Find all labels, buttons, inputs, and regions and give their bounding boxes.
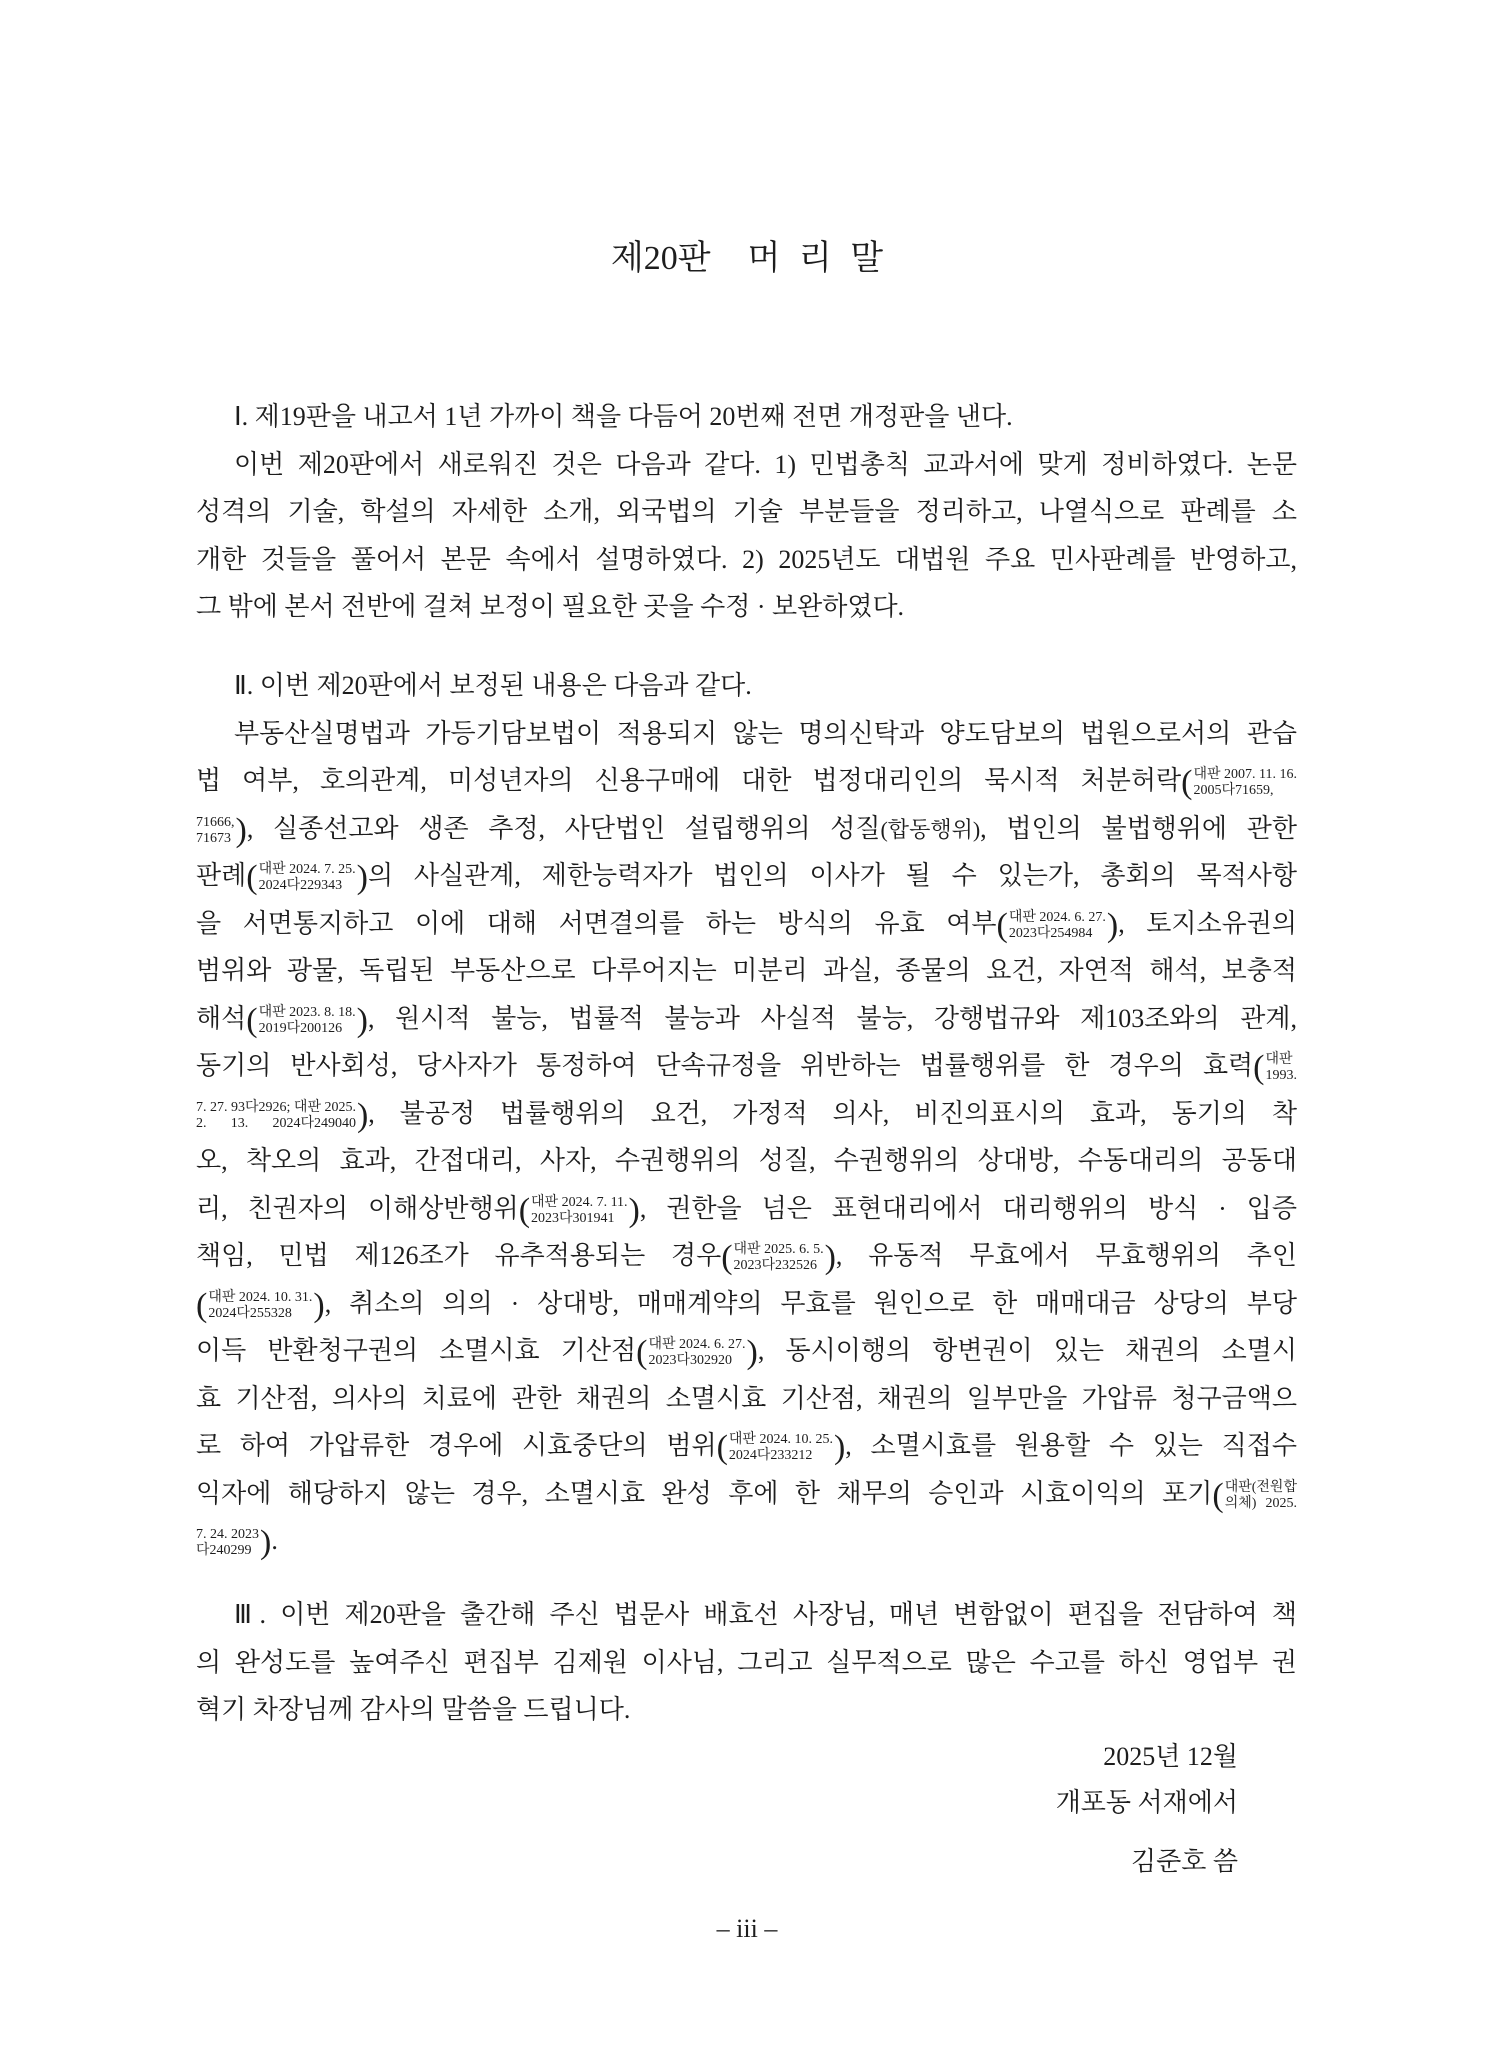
section-2-line (196, 1517, 1297, 1565)
citation-line: ( 대판 2007. 11. 16. (1193, 767, 1297, 783)
citation-line: ( 대판(전원합 (1224, 1479, 1297, 1495)
case-citation (997, 909, 1119, 943)
text-run: , 실종선고와 생존 추정, 사단법인 설립행위의 성질 (246, 813, 881, 843)
citation-line: 2023다302920 (648, 1353, 732, 1369)
text-run: 동기의 반사회성, 당사자가 통정하여 단속규정을 위반하는 법률행위를 한 경우의 효력 (196, 1051, 1254, 1080)
section-1-line: 개한 것들을 풀어서 본문 속에서 설명하였다. 2) 2025년도 대법원 주요 민사판례를 반영하고, (196, 544, 1297, 574)
section-2-line (196, 710, 1297, 758)
citation-line: ( 대판 2023. 8. 18. (258, 1004, 356, 1020)
page-number: – iii – (716, 1914, 778, 1943)
case-citation (519, 1194, 640, 1228)
text-run: 해석 (196, 1003, 247, 1033)
closing-date: 2025년 12월 (1103, 1742, 1238, 1771)
section-2-line (196, 900, 1297, 948)
citation-line: 7. 24. 2023 (196, 1527, 259, 1543)
page-title: 제20판 머 리 말 (610, 240, 884, 277)
text-run: , 동시이행의 항변권이 있는 채권의 소멸시 (757, 1336, 1297, 1365)
text-run: , 토지소유권의 (1118, 908, 1297, 938)
citation-line: 71673 (196, 830, 231, 846)
case-citation (246, 861, 368, 895)
text-run: 을 서면통지하고 이에 대해 서면결의를 하는 방식의 유효 여부 (196, 908, 997, 938)
citation-line: 2024다233212 (728, 1448, 813, 1464)
section-1-line: 이번 제20판에서 새로워진 것은 다음과 같다. 1) 민법총칙 교과서에 맞게 정비하였다. 논문 (234, 449, 1297, 479)
section-1-line: 성격의 기술, 학설의 자세한 소개, 외국법의 기술 부분들을 정리하고, 나열식으로 판례를 소 (196, 497, 1297, 526)
citation-line: 2024다229343 (258, 878, 343, 894)
section-2-line (196, 1185, 1297, 1233)
citation-line: 7. 27. 93다2926; 대판 2025. (196, 1099, 356, 1115)
text-run: , 법인의 불법행위에 관한 (980, 813, 1297, 843)
section-1-line: Ⅰ. 제19판을 내고서 1년 가까이 책을 다듬어 20번째 전면 개정판을 낸다. (234, 402, 1013, 431)
citation-line: 2. 13. 2024다249040 (196, 1115, 356, 1131)
citation-line: 2023다254984 (1008, 925, 1093, 941)
section-1 (196, 393, 1297, 631)
section-3-line: 의 완성도를 높여주신 편집부 김제원 이사님, 그리고 실무적으로 많은 수고를 하신 영업부 권 (196, 1647, 1297, 1677)
text-run: 책임, 민법 제126조가 유추적용되는 경우 (196, 1241, 722, 1270)
citation-line: ( 대판 2024. 7. 25. (258, 862, 356, 878)
section-2-line (196, 1090, 1297, 1138)
section-3-line: 혁기 차장님께 감사의 말씀을 드립니다. (196, 1695, 631, 1724)
text-run: , 불공정 법률행위의 요건, 가정적 의사, 비진의표시의 효과, 동기의 착 (368, 1098, 1297, 1128)
section-2-line (196, 805, 1297, 853)
citation-line: 다240299 (196, 1543, 252, 1559)
text-run: 이득 반환청구권의 소멸시효 기산점 (196, 1336, 637, 1365)
section-3 (196, 1591, 1297, 1734)
author-signature: 김준호 씀 (1131, 1847, 1238, 1876)
citation-line: 2023다301941 (531, 1210, 615, 1226)
citation-line: 2005다71659, (1193, 783, 1274, 799)
citation-line: 71666, (196, 814, 235, 830)
text-run: , 취소의 의의 · 상대방, 매매계약의 무효를 원인으로 한 매매대금 상당의 부당 (324, 1288, 1297, 1318)
citation-line: ( 대판 2024. 7. 11. (531, 1194, 628, 1210)
citation-line: ( 대판 (1265, 1052, 1293, 1068)
citation-line: ( 대판 2024. 6. 27. (1008, 909, 1106, 925)
text-run: , 유동적 무효에서 무효행위의 추인 (835, 1241, 1297, 1270)
case-citation (721, 1241, 836, 1275)
text-run: , 원시적 불능, 법률적 불능과 사실적 불능, 강행법규와 제103조와의 관계, (367, 1003, 1297, 1033)
case-citation (1253, 1051, 1297, 1085)
text-run: 법 여부, 호의관계, 미성년자의 신용구매에 대한 법정대리인의 묵시적 처분허락 (196, 766, 1182, 795)
section-2-line (196, 1042, 1297, 1090)
text-run: 효 기산점, 의사의 치료에 관한 채권의 소멸시효 기산점, 채권의 일부만을 가압류 청구금액으 (196, 1383, 1297, 1413)
citation-line: ( 대판 2024. 10. 31. (208, 1289, 313, 1305)
text-run: , 권한을 넘은 표현대리에서 대리행위의 방식 · 입증 (639, 1193, 1297, 1223)
citation-line: ( 대판 2025. 6. 5. (733, 1242, 824, 1258)
text-run: 의 사실관계, 제한능력자가 법인의 이사가 될 수 있는가, 총회의 목적사항 (367, 861, 1297, 890)
section-1-line: 그 밖에 본서 전반에 걸쳐 보정이 필요한 곳을 수정 · 보완하였다. (196, 592, 905, 621)
text-run: Ⅱ. 이번 제20판에서 보정된 내용은 다음과 같다. (234, 671, 752, 700)
citation-line: 1993. (1265, 1068, 1297, 1084)
case-citation (196, 1526, 271, 1560)
section-2-line (196, 947, 1297, 995)
text-run: 범위와 광물, 독립된 부동산으로 다루어지는 미분리 과실, 종물의 요건, 자연적 해석, 보충적 (196, 956, 1297, 985)
inline-note: (합동행위) (880, 816, 981, 842)
case-citation (1181, 766, 1297, 800)
text-run: 부동산실명법과 가등기담보법이 적용되지 않는 명의신탁과 양도담보의 법원으로서의 관습 (234, 718, 1297, 748)
section-2-line (196, 1137, 1297, 1185)
section-2-line (196, 995, 1297, 1043)
section-2-line (196, 1422, 1297, 1470)
text-run: 익자에 해당하지 않는 경우, 소멸시효 완성 후에 한 채무의 승인과 시효이익의 포기 (196, 1478, 1213, 1508)
citation-line: 2019다200126 (258, 1020, 343, 1036)
section-2-line (196, 1327, 1297, 1375)
section-2-line (196, 662, 1297, 710)
text-run: . (271, 1526, 278, 1555)
section-2-line (196, 1232, 1297, 1280)
section-2-line (196, 1375, 1297, 1423)
text-run: , 소멸시효를 원용할 수 있는 직접수 (845, 1431, 1297, 1460)
citation-line: ( 대판 2024. 6. 27. (648, 1337, 746, 1353)
section-2 (196, 662, 1297, 1565)
text-run: 리, 친권자의 이해상반행위 (196, 1193, 519, 1223)
case-citation (196, 814, 247, 848)
section-2-line (196, 1280, 1297, 1328)
text-run: 판례 (196, 861, 247, 890)
citation-line: 2023다232526 (733, 1258, 818, 1274)
case-citation (196, 1289, 325, 1323)
case-citation (246, 1004, 368, 1038)
text-run: 로 하여 가압류한 경우에 시효중단의 범위 (196, 1431, 717, 1460)
closing-place: 개포동 서재에서 (1055, 1788, 1238, 1817)
section-2-line (196, 1470, 1297, 1518)
citation-line: 의체) 2025. (1224, 1495, 1297, 1511)
section-2-line (196, 757, 1297, 805)
section-2-line (196, 852, 1297, 900)
case-citation (1212, 1479, 1297, 1513)
citation-line: 2024다255328 (208, 1305, 292, 1321)
case-citation (196, 1099, 368, 1133)
case-citation (636, 1336, 758, 1370)
text-run: 오, 착오의 효과, 간접대리, 사자, 수권행위의 성질, 수권행위의 상대방, 수동대리의 공동대 (196, 1146, 1297, 1175)
section-3-line: Ⅲ. 이번 제20판을 출간해 주신 법문사 배효선 사장님, 매년 변함없이 편집을 전담하여 책 (234, 1600, 1297, 1629)
case-citation (717, 1431, 846, 1465)
citation-line: ( 대판 2024. 10. 25. (728, 1432, 833, 1448)
